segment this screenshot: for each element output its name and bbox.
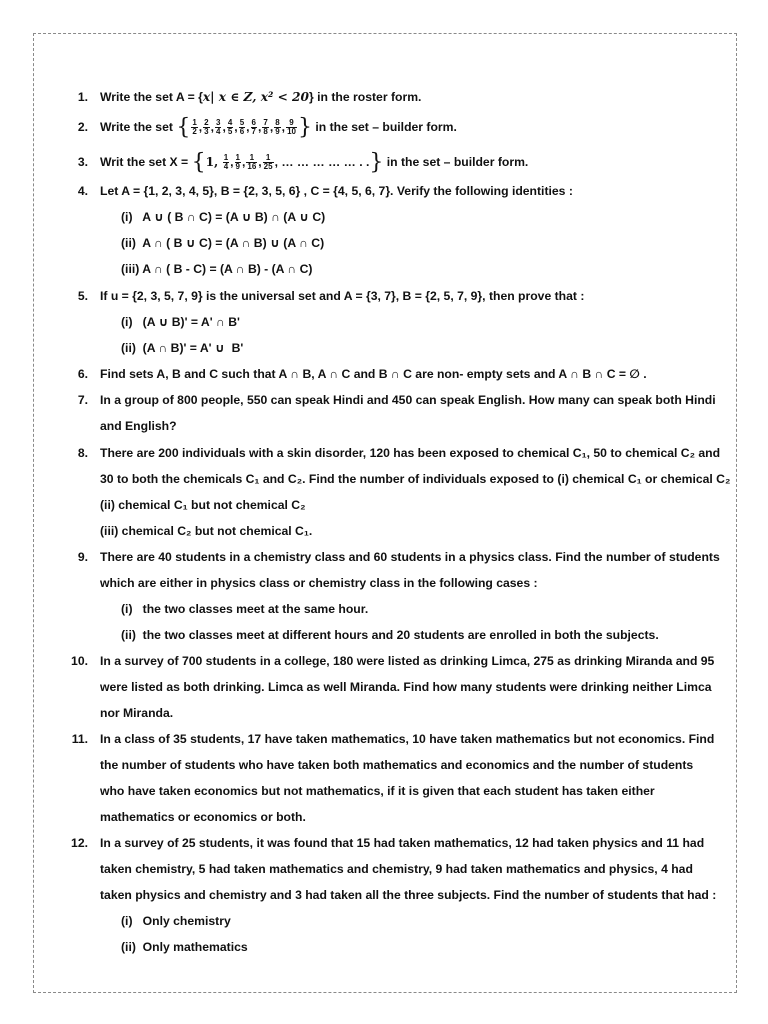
- fraction: [215, 119, 221, 136]
- question-9-line: which are either in physics class or chemistry class in the following cases :: [100, 576, 538, 590]
- q2-pre: Write the set: [100, 120, 173, 134]
- fraction: [235, 154, 241, 171]
- brace-close: }: [369, 149, 384, 175]
- fraction: [203, 119, 209, 136]
- numerator: 3: [216, 118, 221, 128]
- identity-item: (iii) A ∩ ( B - C) = (A ∩ B) - (A ∩ C): [121, 262, 313, 276]
- question-11-line: the number of students who have taken both mathematics and economics and the number of students: [100, 758, 694, 772]
- denominator: 9: [275, 127, 280, 137]
- q2-fractions: [190, 118, 298, 137]
- denominator: 2: [192, 127, 197, 137]
- question-7-line: In a group of 800 people, 550 can speak Hindi and 450 can speak English. How many can speak both Hindi: [100, 393, 716, 407]
- question-10-line: In a survey of 700 students in a college, 180 were listed as drinking Limca, 275 as drinking Miranda and 95: [100, 654, 715, 668]
- identity-item: (i) A ∪ ( B ∩ C) = (A ∪ B) ∩ (A ∪ C): [121, 210, 326, 224]
- question-2: [100, 114, 457, 140]
- q3-dots: … … … … … . .: [281, 155, 370, 169]
- fraction: [246, 154, 257, 171]
- q1-math: x| x ∈ Z, x² < 20: [202, 90, 309, 104]
- comma: ,: [198, 120, 203, 134]
- denominator: 6: [239, 127, 245, 137]
- denominator: 10: [287, 127, 296, 137]
- denominator: 8: [263, 127, 268, 137]
- case-item: (ii) the two classes meet at different hours and 20 students are enrolled in both the subjects.: [121, 628, 659, 642]
- q3-pre: Writ the set X =: [100, 155, 189, 169]
- fraction: [239, 119, 245, 136]
- brace-open: {: [176, 114, 191, 140]
- question-9-line: There are 40 students in a chemistry class and 60 students in a physics class. Find the number of students: [100, 550, 720, 564]
- case-item: (i) the two classes meet at the same hour.: [121, 602, 369, 616]
- comma: ,: [269, 120, 274, 134]
- fraction: [191, 119, 197, 136]
- question-number: 11.: [71, 732, 88, 746]
- fraction: [263, 154, 274, 171]
- denominator: 16: [247, 162, 257, 172]
- question-10-line: nor Miranda.: [100, 706, 174, 720]
- question-number: 2.: [77, 120, 88, 134]
- question-11-line: who have taken economics but not mathematics, if it is given that each student has taken either: [100, 784, 655, 798]
- comma: ,: [246, 120, 250, 134]
- proof-item: (ii) (A ∩ B)' = A' ∪ B': [121, 341, 244, 355]
- question-5: If u = {2, 3, 5, 7, 9} is the universal set and A = {3, 7}, B = {2, 5, 7, 9}, then prove that :: [100, 289, 585, 303]
- comma: ,: [274, 155, 278, 169]
- comma: ,: [210, 120, 214, 134]
- question-11-line: In a class of 35 students, 17 have taken mathematics, 10 have taken mathematics but not economics. Find: [100, 732, 715, 746]
- question-8-line: (iii) chemical C₂ but not chemical C₁.: [100, 524, 313, 538]
- question-8-line: There are 200 individuals with a skin disorder, 120 has been exposed to chemical C₁, 50 to chemical C₂ and: [100, 446, 721, 460]
- question-number: 10.: [71, 654, 88, 668]
- numerator: 6: [251, 118, 256, 128]
- comma: ,: [230, 155, 234, 169]
- denominator: 25: [263, 162, 273, 172]
- comma: ,: [234, 120, 238, 134]
- fraction: [227, 119, 233, 136]
- question-3: [100, 149, 529, 175]
- q1-post: } in the roster form.: [309, 90, 422, 104]
- fraction: [251, 119, 257, 136]
- denominator: 7: [251, 127, 256, 137]
- question-number: 7.: [77, 393, 88, 407]
- numerator: 1: [223, 153, 229, 163]
- subject-item: (ii) Only mathematics: [121, 940, 248, 954]
- denominator: 3: [204, 127, 209, 137]
- numerator: 4: [227, 118, 233, 128]
- denominator: 5: [227, 127, 233, 137]
- numerator: 1: [192, 118, 197, 128]
- numerator: 9: [286, 119, 297, 128]
- numerator: 8: [275, 118, 280, 128]
- comma: ,: [257, 120, 262, 134]
- numerator: 5: [239, 118, 245, 128]
- question-8-line: (ii) chemical C₁ but not chemical C₂: [100, 498, 306, 512]
- question-number: 6.: [77, 367, 88, 381]
- question-number: 9.: [77, 550, 88, 564]
- numerator: 1: [263, 154, 274, 163]
- comma: ,: [241, 155, 246, 169]
- question-7-line: and English?: [100, 419, 177, 433]
- q3-one: 1,: [205, 155, 219, 169]
- question-8-line: 30 to both the chemicals C₁ and C₂. Find the number of individuals exposed to (i) chemical C₁ or chemical C₂: [100, 472, 731, 486]
- denominator: 4: [216, 127, 221, 137]
- fraction: [286, 119, 297, 136]
- numerator: 2: [204, 118, 209, 128]
- question-number: 4.: [77, 184, 88, 198]
- question-11-line: mathematics or economics or both.: [100, 810, 306, 824]
- q1-pre: Write the set A = {: [100, 90, 203, 104]
- brace-open: {: [191, 149, 206, 175]
- fraction: [262, 119, 268, 136]
- denominator: 4: [223, 162, 229, 172]
- numerator: 1: [235, 153, 240, 163]
- question-number: 3.: [77, 155, 88, 169]
- brace-close: }: [297, 114, 312, 140]
- q3-post: in the set – builder form.: [386, 155, 529, 169]
- question-12-line: taken chemistry, 5 had taken mathematics and chemistry, 9 had taken mathematics and physics, 4 had: [100, 862, 693, 876]
- denominator: 9: [235, 162, 240, 172]
- question-1: [100, 89, 421, 105]
- question-12-line: In a survey of 25 students, it was found that 15 had taken mathematics, 12 had taken physics and 11 had: [100, 836, 705, 850]
- fraction: [223, 154, 229, 171]
- question-number: 1.: [77, 90, 88, 104]
- numerator: 1: [246, 154, 257, 163]
- subject-item: (i) Only chemistry: [121, 914, 231, 928]
- question-number: 12.: [71, 836, 88, 850]
- comma: ,: [222, 120, 226, 134]
- proof-item: (i) (A ∪ B)' = A' ∩ B': [121, 315, 240, 329]
- identity-item: (ii) A ∩ ( B ∪ C) = (A ∩ B) ∪ (A ∩ C): [121, 236, 325, 250]
- comma: ,: [281, 120, 286, 134]
- question-10-line: were listed as both drinking. Limca as well Miranda. Find how many students were drinking neither Limca: [100, 680, 712, 694]
- fraction: [274, 119, 280, 136]
- question-4: Let A = {1, 2, 3, 4, 5}, B = {2, 3, 5, 6} , C = {4, 5, 6, 7}. Verify the following identities :: [100, 184, 573, 198]
- q2-post: in the set – builder form.: [315, 120, 457, 134]
- question-6: Find sets A, B and C such that A ∩ B, A ∩ C and B ∩ C are non- empty sets and A ∩ B ∩ C = ∅ .: [100, 367, 647, 381]
- comma: ,: [258, 155, 262, 169]
- numerator: 7: [263, 118, 268, 128]
- question-12-line: taken physics and chemistry and 3 had taken all the three subjects. Find the number of students that had :: [100, 888, 717, 902]
- question-number: 8.: [77, 446, 88, 460]
- q3-fractions: [222, 153, 278, 172]
- question-number: 5.: [77, 289, 88, 303]
